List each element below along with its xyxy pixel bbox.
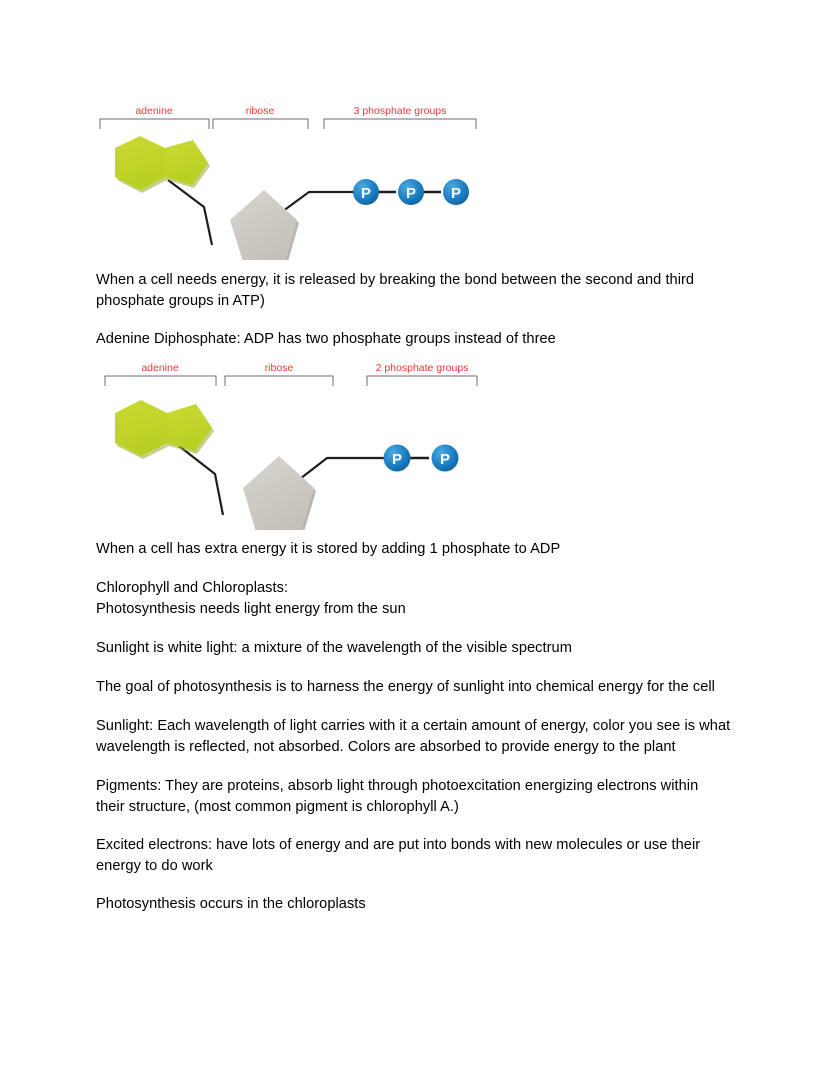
- phosphate-3: [443, 179, 469, 205]
- phosphate-label: P: [360, 185, 372, 202]
- paragraph-energy-storage: When a cell has extra energy it is stored by adding 1 phosphate to ADP: [96, 541, 561, 557]
- bracket-label-adenine: adenine: [135, 105, 173, 117]
- paragraph-sunlight-wavelength: Sunlight: Each wavelength of light carries with it a certain amount of energy, color you see is what wavelength is reflected, not absorbed. Colors are absorbed to provide energy to the plant: [96, 718, 731, 755]
- paragraph-pigments: Pigments: They are proteins, absorb light through photoexcitation energizing electrons within their structure, (most common pigment is chlorophyll A.): [96, 778, 699, 815]
- paragraph-sunlight-white-light: Sunlight is white light: a mixture of the wavelength of the visible spectrum: [96, 640, 572, 656]
- bracket-label-ribose: ribose: [245, 105, 275, 117]
- bracket-label-adenine: adenine: [141, 362, 179, 374]
- adp-molecule-figure: [103, 358, 483, 530]
- bracket-label-ribose: ribose: [264, 362, 294, 374]
- phosphate-2: [398, 179, 424, 205]
- phosphate-label: P: [439, 451, 451, 468]
- bracket-label-phosphates: 2 phosphate groups: [375, 362, 469, 374]
- heading-chlorophyll-chloroplasts: Chlorophyll and Chloroplasts:: [96, 580, 289, 596]
- paragraph-adp-definition: Adenine Diphosphate: ADP has two phosphate groups instead of three: [96, 331, 556, 347]
- phosphate-1: [384, 445, 411, 472]
- paragraph-chloroplast-location: Photosynthesis occurs in the chloroplasts: [96, 896, 366, 912]
- phosphate-label: P: [450, 185, 462, 202]
- bracket-label-phosphates: 3 phosphate groups: [353, 105, 447, 117]
- paragraph-excited-electrons: Excited electrons: have lots of energy and are put into bonds with new molecules or use their energy to do work: [96, 837, 701, 874]
- paragraph-photosynthesis-light: Photosynthesis needs light energy from the sun: [96, 601, 406, 617]
- paragraph-photosynthesis-goal: The goal of photosynthesis is to harness the energy of sunlight into chemical energy for the cell: [96, 679, 715, 695]
- phosphate-1: [353, 179, 379, 205]
- phosphate-label: P: [391, 451, 403, 468]
- phosphate-label: P: [405, 185, 417, 202]
- paragraph-atp-energy-release: When a cell needs energy, it is released by breaking the bond between the second and third phosphate groups in ATP): [96, 272, 695, 309]
- phosphate-2: [432, 445, 459, 472]
- atp-molecule-figure: [96, 102, 480, 260]
